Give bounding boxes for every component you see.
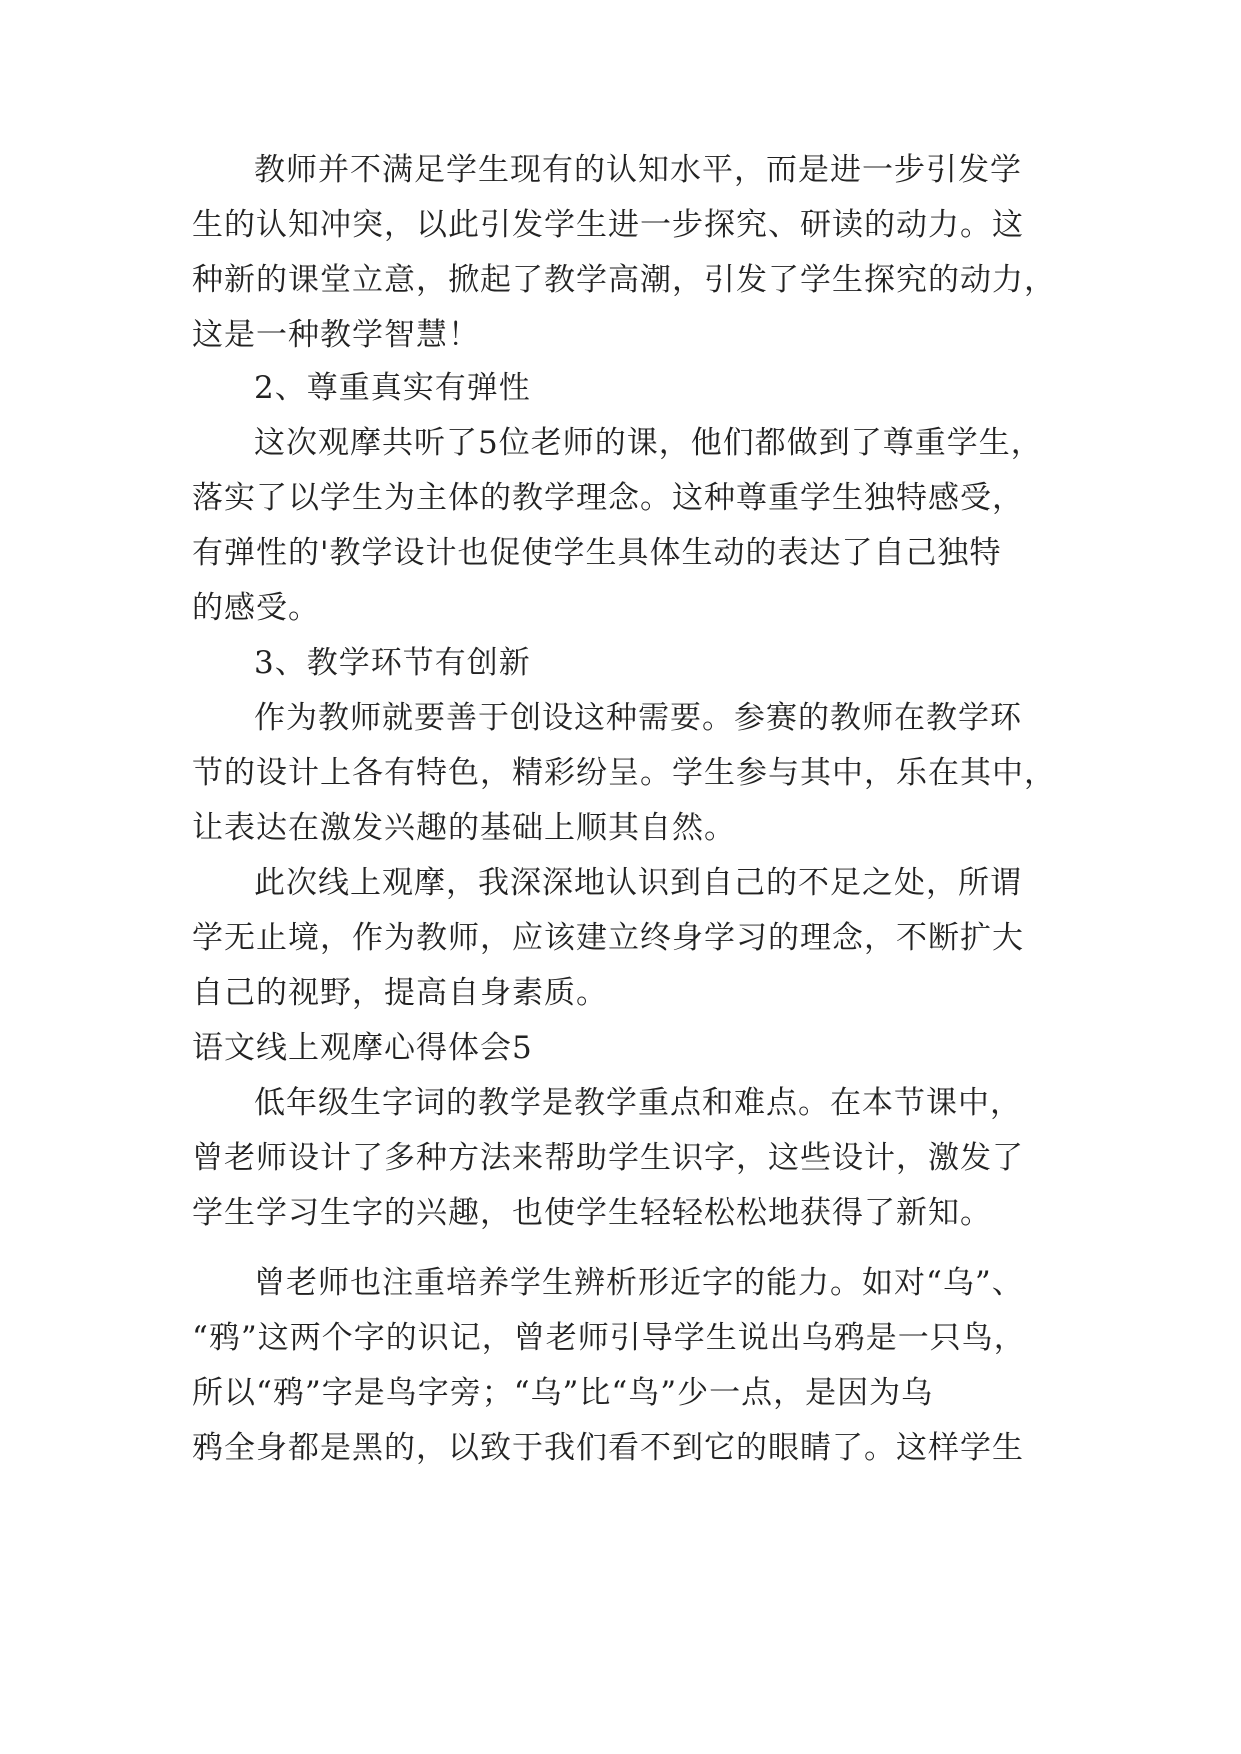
text-line: 节的设计上各有特色，精彩纷呈。学生参与其中，乐在其中， (192, 755, 1056, 791)
text-line: 这是一种教学智慧！ (192, 317, 480, 353)
article-title: 语文线上观摩心得体会5 (192, 1030, 533, 1066)
text-line: 曾老师设计了多种方法来帮助学生识字，这些设计，激发了 (192, 1140, 1024, 1176)
text-line: 让表达在激发兴趣的基础上顺其自然。 (192, 810, 736, 846)
text-line: 曾老师也注重培养学生辨析形近字的能力。如对“乌”、 (254, 1265, 1024, 1301)
text-line: 低年级生字词的教学是教学重点和难点。在本节课中， (254, 1085, 1022, 1121)
text-line: 学无止境，作为教师，应该建立终身学习的理念，不断扩大 (192, 920, 1024, 956)
text-line: 作为教师就要善于创设这种需要。参赛的教师在教学环 (254, 700, 1022, 736)
section-heading: 3、教学环节有创新 (254, 645, 531, 681)
text-line: 鸦全身都是黑的，以致于我们看不到它的眼睛了。这样学生 (192, 1430, 1024, 1466)
text-line: 学生学习生字的兴趣，也使学生轻轻松松地获得了新知。 (192, 1195, 992, 1231)
text-line: 有弹性的'教学设计也促使学生具体生动的表达了自己独特 (192, 535, 1002, 571)
text-line: “鸦”这两个字的识记，曾老师引导学生说出乌鸦是一只鸟， (192, 1320, 1026, 1356)
text-line: 教师并不满足学生现有的认知水平，而是进一步引发学 (254, 152, 1022, 188)
text-line: 种新的课堂立意，掀起了教学高潮，引发了学生探究的动力， (192, 262, 1056, 298)
text-line: 所以“鸦”字是鸟字旁；“乌”比“鸟”少一点，是因为乌 (192, 1375, 934, 1411)
text-line: 生的认知冲突，以此引发学生进一步探究、研读的动力。这 (192, 207, 1024, 243)
text-line: 这次观摩共听了5位老师的课，他们都做到了尊重学生， (254, 425, 1043, 461)
text-line: 自己的视野，提高自身素质。 (192, 975, 608, 1011)
text-line: 的感受。 (192, 590, 320, 626)
text-line: 落实了以学生为主体的教学理念。这种尊重学生独特感受， (192, 480, 1024, 516)
text-line: 此次线上观摩，我深深地认识到自己的不足之处，所谓 (254, 865, 1022, 901)
section-heading: 2、尊重真实有弹性 (254, 370, 531, 406)
